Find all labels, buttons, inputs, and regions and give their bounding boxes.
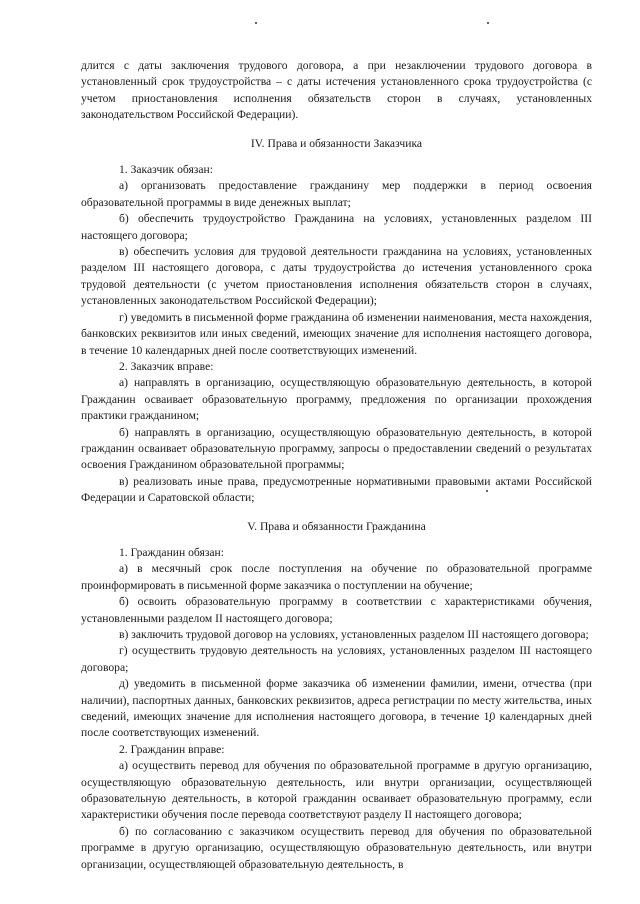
s5-right-heading: 2. Гражданин вправе:: [119, 742, 225, 756]
s5-duty-d: д) уведомить в письменной форме заказчика об изменении фамилии, имени, отчества (при наличии), паспортных данных, банковских реквизитов, адреса регистрации по месту жительства, иных сведений, имеющих значение для исполнения настоящего договора, в течение 10 календарных дней после соответствующих изменений.: [81, 677, 592, 740]
s4-right-heading: 2. Заказчик вправе:: [119, 359, 214, 373]
s4-duty-g: г) уведомить в письменной форме гражданина об изменении наименования, места нахождения, банковских реквизитов или иных сведений, имеющих значение для исполнения настоящего договора, в течение 10 календарных дней после соответствующих изменений.: [81, 310, 592, 357]
intro-paragraph: длится с даты заключения трудового договора, а при незаключении трудового договора в установленный срок трудоустройства – с даты истечения установленного срока трудоустройства (с учетом приостановления исполнения обязательств сторон в случаях, установленных законодательством Российской Федерации).: [81, 59, 592, 122]
s4-right-b: б) направлять в организацию, осуществляющую образовательную деятельность, в которой гражданин осваивает образовательную программу, запросы о предоставлении сведений о результатах освоения Гражданином образовательной программы;: [81, 425, 592, 472]
document-body: [81, 58, 592, 873]
section-4-title: IV. Права и обязанности Заказчика: [250, 136, 423, 150]
s4-duty-heading: 1. Заказчик обязан:: [119, 163, 213, 177]
s4-right-v: в) реализовать иные права, предусмотренные нормативными правовыми актами Российской Федерации и Саратовской области;: [81, 474, 592, 505]
s5-duty-g: г) осуществить трудовую деятельность на условиях, установленных разделом III настоящего договора;: [81, 644, 592, 674]
s4-duty-v: в) обеспечить условия для трудовой деятельности гражданина на условиях, установленных разделом III настоящего договора, с даты трудоустройства до истечения установленного срока трудовой деятельности (с учетом приостановления исполнения обязательств сторон в случаях, установленных законодательством Российской Федерации);: [81, 245, 592, 308]
s5-duty-b: б) освоить образовательную программу в соответствии с характеристиками обучения, установленными разделом II настоящего договора;: [81, 595, 592, 625]
scan-speck: [487, 22, 489, 24]
s5-duty-a: а) в месячный срок после поступления на обучение по образовательной программе проинформировать в письменной форме заказчика о поступлении на обучение;: [81, 562, 592, 592]
s5-right-a: а) осуществить перевод для обучения по образовательной программе в другую организацию, осуществляющую образовательную деятельность, или внутри организации, осуществляющей образовательную деятельность, в которой гражданин осваивает образовательную программу, если характеристики обучения после перевода соответствуют разделу II настоящего договора;: [81, 759, 592, 822]
s4-duty-b: б) обеспечить трудоустройство Гражданина на условиях, установленных разделом III настоящего договора;: [81, 212, 592, 242]
s4-duty-a: а) организовать предоставление гражданину мер поддержки в период освоения образовательной программы в виде денежных выплат;: [81, 179, 592, 209]
s5-duty-v: в) заключить трудовой договор на условиях, установленных разделом III настоящего договора;: [119, 628, 589, 641]
scan-speck: [255, 22, 257, 24]
s5-right-b: б) по согласованию с заказчиком осуществить перевод для обучения по образовательной программе в другую организацию, осуществляющую образовательную деятельность, или внутри организации, осуществляющей образовательную деятельность, в: [81, 824, 592, 871]
s4-right-a: а) направлять в организацию, осуществляющую образовательную деятельность, в которой Гражданин осваивает образовательную программу, предложения по организации прохождения практики гражданином;: [81, 376, 592, 423]
s5-duty-heading: 1. Гражданин обязан:: [119, 545, 224, 559]
section-5-title: V. Права и обязанности Гражданина: [247, 519, 426, 533]
